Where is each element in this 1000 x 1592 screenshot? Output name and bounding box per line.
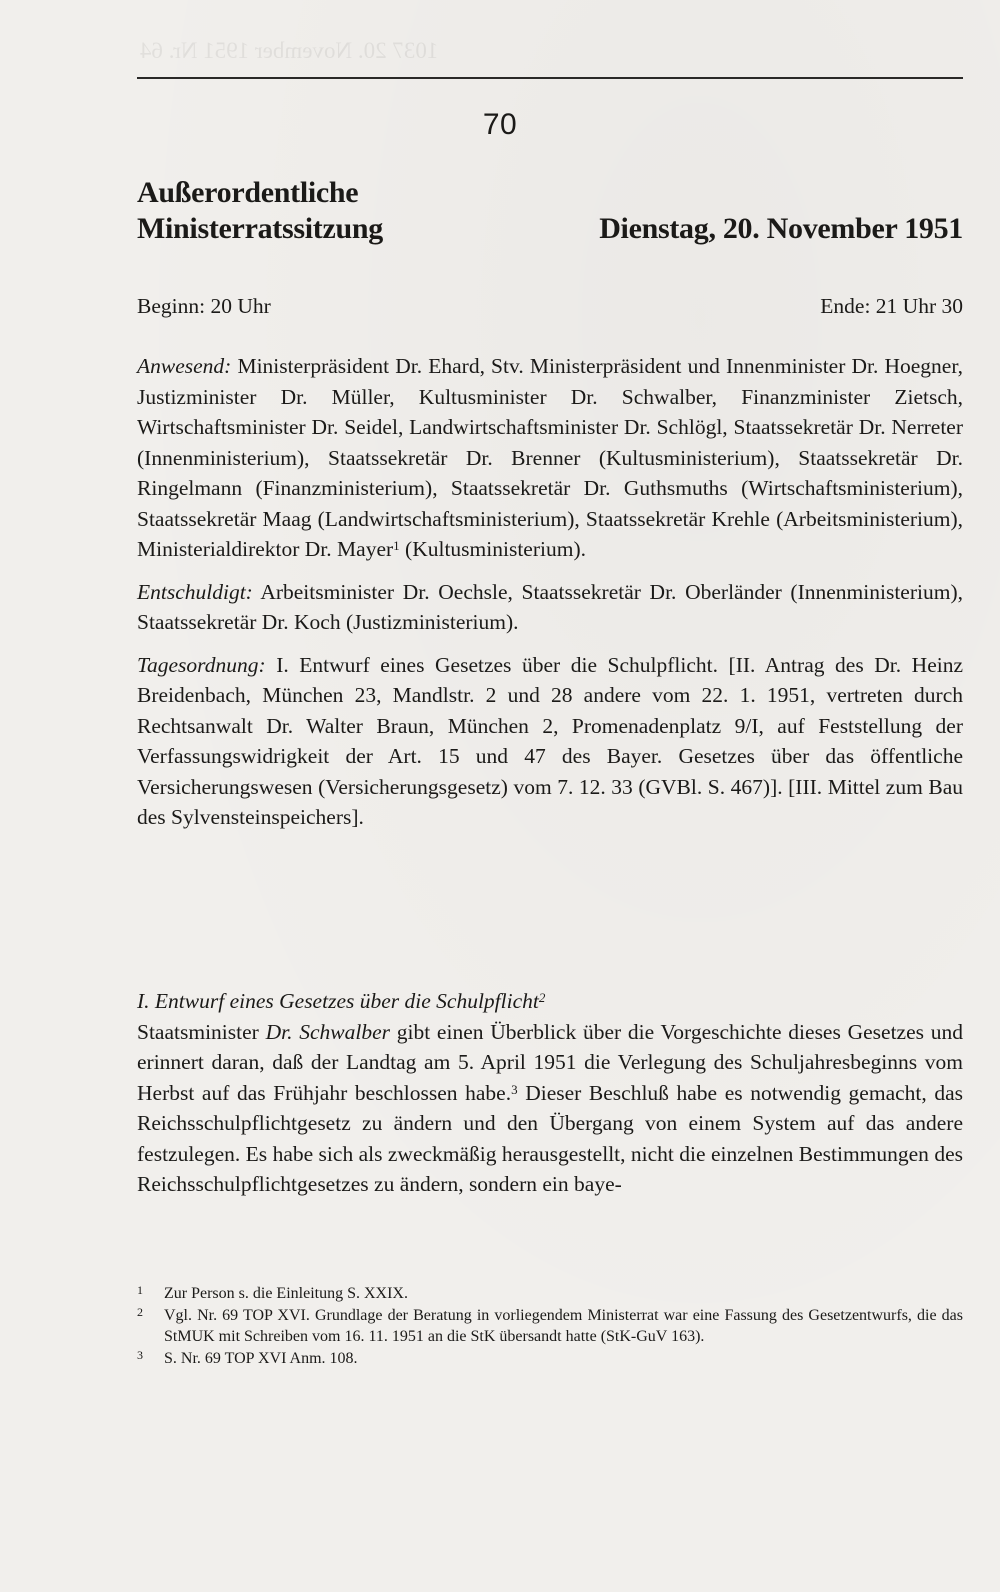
footnote-text: S. Nr. 69 TOP XVI Anm. 108. <box>164 1349 358 1367</box>
footnote <box>137 1283 963 1305</box>
footnote <box>137 1305 963 1348</box>
agenda-paragraph <box>137 650 963 833</box>
present-label: Anwesend: <box>137 354 232 378</box>
footnote <box>137 1348 963 1370</box>
attendance-block <box>137 351 963 845</box>
end-time: Ende: 21 Uhr 30 <box>820 294 963 318</box>
title-line-1: Außerordentliche <box>137 176 359 209</box>
speaker-name: Dr. Schwalber <box>265 1019 390 1044</box>
paragraph-text-c: Dieser Beschluß habe es notwendig gemacht, das Reichsschulpflichtgesetz zu ändern und den Übergang von einem System auf das andere festzulegen. Es habe sich als zweckmäßig herausgestellt, nicht die einzelnen Bestimmungen des Reichsschulpflichtgesetzes zu ändern, sondern ein baye- <box>137 1080 964 1196</box>
footnote-number: 1 <box>137 1283 143 1297</box>
footnote-text: Zur Person s. die Einleitung S. XXIX. <box>164 1285 408 1302</box>
footnote-text: Vgl. Nr. 69 TOP XVI. Grundlage der Beratung in vorliegendem Ministerrat war eine Fassung des Gesetzentwurfs, die das StMUK mit Schreiben vom 16. 11. 1951 an die StK übersandt hatte (StK-GuV 163). <box>164 1306 963 1345</box>
agenda-text: I. Entwurf eines Gesetzes über die Schulpflicht. [II. Antrag des Dr. Heinz Breidenbach, München 23, Mandlstr. 2 und 28 andere vom 22. 1. 1951, vertreten durch Rechtsanwalt Dr. Walter Braun, München 2, Promenadenplatz 9/I, auf Feststellung der Verfassungswidrigkeit der Art. 15 und 47 des Bayer. Gesetzes über das öffentliche Versicherungswesen (Versicherungsgesetz) vom 7. 12. 33 (GVBl. S. 467)]. [III. Mittel zum Bau des Sylvensteinspeichers]. <box>137 652 964 829</box>
paragraph-text-b: gibt einen Überblick über die Vorgeschichte dieses Gesetzes und erinnert daran, daß der Landtag am 5. April 1951 die Verlegung des Schuljahresbeginns vom Herbst auf das Frühjahr beschlossen habe. <box>137 1019 963 1105</box>
footnote-ref-3: 3 <box>511 1081 518 1097</box>
agenda-label: Tagesordnung: <box>137 652 266 677</box>
footnote-number: 2 <box>137 1304 143 1319</box>
begin-time: Beginn: 20 Uhr <box>137 294 271 318</box>
section-heading-text: I. Entwurf eines Gesetzes über die Schulpflicht <box>137 989 539 1013</box>
section-block <box>137 986 963 1200</box>
time-row <box>137 294 963 319</box>
footnote-number: 3 <box>137 1347 143 1362</box>
excused-text: Arbeitsminister Dr. Oechsle, Staatssekretär Dr. Oberländer (Innenministerium), Staatssekretär Dr. Koch (Justizministerium). <box>137 579 963 634</box>
section-heading <box>137 986 963 1017</box>
bleed-through: 1037 20. November 1951 Nr. 64 <box>140 38 439 63</box>
present-paragraph <box>137 351 963 565</box>
meeting-title <box>137 175 383 247</box>
excused-paragraph <box>137 577 963 638</box>
excused-label: Entschuldigt: <box>137 579 253 604</box>
page-number: 70 <box>482 108 518 141</box>
title-line-2: Ministerratssitzung <box>137 212 383 245</box>
footnote-ref-1: 1 <box>393 538 400 553</box>
present-text: Ministerpräsident Dr. Ehard, Stv. Ministerpräsident und Innenminister Dr. Hoegner, Justizminister Dr. Müller, Kultusminister Dr. Schwalber, Finanzminister Zietsch, Wirtschaftsminister Dr. Seidel, Landwirtschaftsminister Dr. Schlögl, Staatssekretär Dr. Nerreter (Innenministerium), Staatssekretär Dr. Brenner (Kultusministerium), Staatssekretär Dr. Ringelmann (Finanzministerium), Staatssekretär Dr. Guthsmuths (Wirtschaftsministerium), Staatssekretär Maag (Landwirtschaftsministerium), Staatssekretär Krehle (Arbeitsministerium), Ministerialdirektor Dr. Mayer <box>137 354 964 561</box>
header-rule <box>137 77 963 79</box>
section-paragraph <box>137 1017 963 1200</box>
footnote-ref-2: 2 <box>538 990 546 1005</box>
present-tail: (Kultusministerium). <box>399 537 586 561</box>
meeting-date: Dienstag, 20. November 1951 <box>599 212 963 245</box>
paragraph-text-a: Staatsminister <box>137 1019 266 1044</box>
footnotes <box>137 1283 963 1369</box>
